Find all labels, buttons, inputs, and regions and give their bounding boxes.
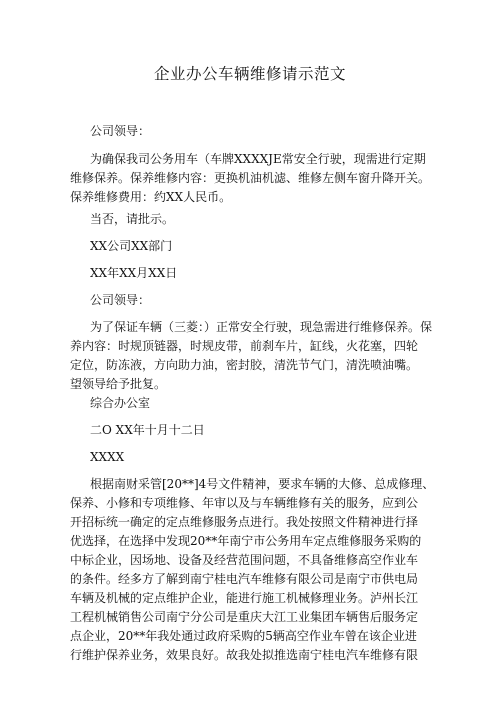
- section-heading: XXXX: [90, 450, 125, 464]
- paragraph-line: 工程机械销售公司南宁分公司是重庆大江工业集团车辆售后服务定: [70, 610, 419, 624]
- paragraph-line: 点企业，20**年我处通过政府采购的5辆高空作业车曾在该企业进: [70, 629, 417, 643]
- office-signature: 综合办公室: [90, 396, 151, 410]
- paragraph-line: 的条件。经多方了解到南宁桂电汽车维修有限公司是南宁市供电局: [70, 572, 419, 586]
- paragraph-line: 保养、小修和专项维修、年审以及与车辆维修有关的服务，应到公: [70, 496, 419, 510]
- paragraph-line: 定位，防冻液，方向助力油，密封胶，清洗节气门，清洗喷油嘴。: [70, 358, 419, 372]
- paragraph-line: 车辆及机械的定点维护企业，能进行施工机械修理业务。泸州长江: [70, 591, 419, 605]
- paragraph: [70, 318, 433, 394]
- date: 二O XX年十月十二日: [90, 423, 205, 437]
- paragraph-line: 行维护保养业务，效果良好。故我处拟推选南宁桂电汽车维修有限: [70, 648, 419, 662]
- document-title: 企业办公车辆维修请示范文: [153, 65, 346, 83]
- department: XX公司XX部门: [90, 239, 173, 253]
- date: XX年XX月XX日: [90, 266, 178, 280]
- paragraph: [70, 150, 431, 207]
- closing-request: 当否，请批示。: [90, 212, 175, 226]
- salutation: 公司领导：: [90, 293, 151, 307]
- salutation: 公司领导：: [90, 124, 151, 138]
- paragraph-line: 优选择，在选择中发现20**年南宁市公务用车定点维修服务采购的: [70, 534, 422, 548]
- paragraph-line: 开招标统一确定的定点维修服务点进行。我处按照文件精神进行择: [70, 515, 419, 529]
- paragraph-line: 为确保我司公务用车（车牌XXXXJE常安全行驶，现需进行定期: [90, 152, 426, 166]
- paragraph-line: 根据南财采管[20**]4号文件精神，要求车辆的大修、总成修理、: [90, 477, 435, 491]
- paragraph-line: 中标企业，因场地、设备及经营范围问题，不具备维修高空作业车: [70, 553, 419, 567]
- paragraph-line: 养内容：时规顶链器，时规皮带，前刹车片，缸线，火花塞，四轮: [70, 339, 419, 353]
- paragraph: [70, 475, 435, 665]
- paragraph-line: 为了保证车辆（三菱：）正常安全行驶，现急需进行维修保养。保: [90, 320, 433, 334]
- paragraph-line: 维修保养。保养维修内容：更换机油机滤、维修左侧车窗升降开关。: [70, 171, 431, 185]
- paragraph-line: 保养维修费用：约XX人民币。: [70, 190, 232, 204]
- paragraph-line: 望领导给予批复。: [70, 377, 167, 391]
